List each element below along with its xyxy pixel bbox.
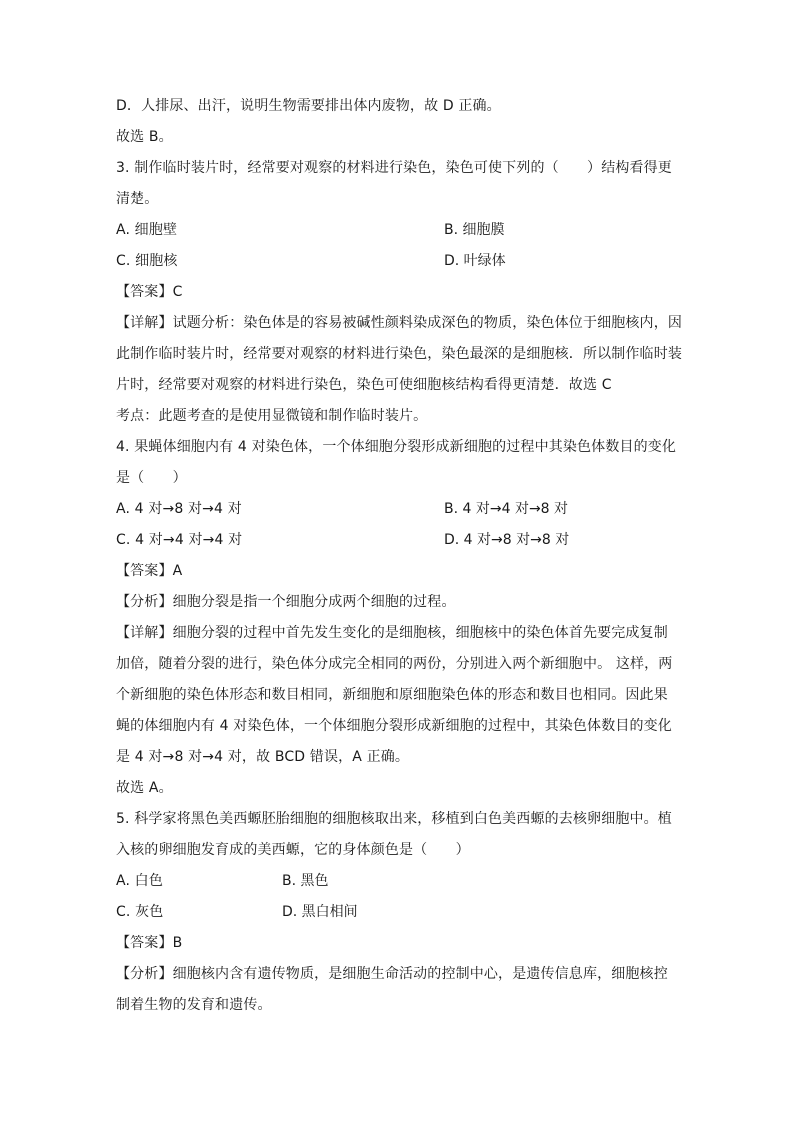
- question-3-stem-cont: 清楚。: [116, 191, 159, 207]
- option-b: B. 细胞膜: [444, 222, 505, 238]
- option-d: D. 4 对→8 对→8 对: [444, 532, 570, 548]
- explanation-line: 个新细胞的染色体形态和数目相同，新细胞和原细胞染色体的形态和数目也相同。因此果: [116, 687, 668, 703]
- option-c: C. 灰色: [116, 904, 164, 920]
- question-4-stem-cont: 是（ ）: [116, 470, 187, 486]
- question-5-stem: 5. 科学家将黑色美西螈胚胎细胞的细胞核取出来，移植到白色美西螈的去核卵细胞中。植: [116, 811, 672, 827]
- explanation-line: 片时，经常要对观察的材料进行染色，染色可使细胞核结构看得更清楚．故选 C: [116, 377, 612, 393]
- option-c: C. 细胞核: [116, 253, 178, 269]
- text-line: D．人排尿、出汗，说明生物需要排出体内废物，故 D 正确。: [116, 98, 501, 114]
- option-b: B. 黑色: [282, 873, 329, 889]
- question-5-stem-cont: 入核的卵细胞发育成的美西螈，它的身体颜色是（ ）: [116, 842, 470, 858]
- analysis-line: 制着生物的发育和遗传。: [116, 997, 272, 1013]
- answer-label: 【答案】B: [116, 935, 183, 951]
- option-d: D. 叶绿体: [444, 253, 506, 269]
- test-point-line: 考点：此题考查的是使用显微镜和制作临时装片。: [116, 408, 428, 424]
- conclusion-line: 故选 A。: [116, 780, 173, 796]
- option-a: A. 白色: [116, 873, 163, 889]
- explanation-line: 此制作临时装片时，经常要对观察的材料进行染色，染色最深的是细胞核．所以制作临时装: [116, 346, 682, 362]
- option-b: B. 4 对→4 对→8 对: [444, 501, 569, 517]
- option-d: D. 黑白相间: [282, 904, 358, 920]
- text-line: 故选 B。: [116, 129, 173, 145]
- explanation-line: 蝇的体细胞内有 4 对染色体，一个体细胞分裂形成新细胞的过程中，其染色体数目的变化: [116, 718, 672, 734]
- option-c: C. 4 对→4 对→4 对: [116, 532, 243, 548]
- explanation-line: 是 4 对→8 对→4 对，故 BCD 错误，A 正确。: [116, 749, 410, 765]
- option-a: A. 细胞壁: [116, 222, 178, 238]
- analysis-line: 【分析】细胞分裂是指一个细胞分成两个细胞的过程。: [116, 594, 456, 610]
- explanation-line: 加倍，随着分裂的进行，染色体分成完全相同的两份，分别进入两个新细胞中。 这样，两: [116, 656, 673, 672]
- analysis-line: 【分析】细胞核内含有遗传物质，是细胞生命活动的控制中心，是遗传信息库，细胞核控: [116, 966, 668, 982]
- answer-label: 【答案】C: [116, 284, 183, 300]
- explanation-line: 【详解】试题分析：染色体是的容易被碱性颜料染成深色的物质，染色体位于细胞核内，因: [116, 315, 682, 331]
- answer-label: 【答案】A: [116, 563, 183, 579]
- question-4-stem: 4. 果蝇体细胞内有 4 对染色体，一个体细胞分裂形成新细胞的过程中其染色体数目的变化: [116, 439, 677, 455]
- explanation-line: 【详解】细胞分裂的过程中首先发生变化的是细胞核，细胞核中的染色体首先要完成复制: [116, 625, 668, 641]
- option-a: A. 4 对→8 对→4 对: [116, 501, 242, 517]
- question-3-stem: 3. 制作临时装片时，经常要对观察的材料进行染色，染色可使下列的（ ）结构看得更: [116, 160, 672, 176]
